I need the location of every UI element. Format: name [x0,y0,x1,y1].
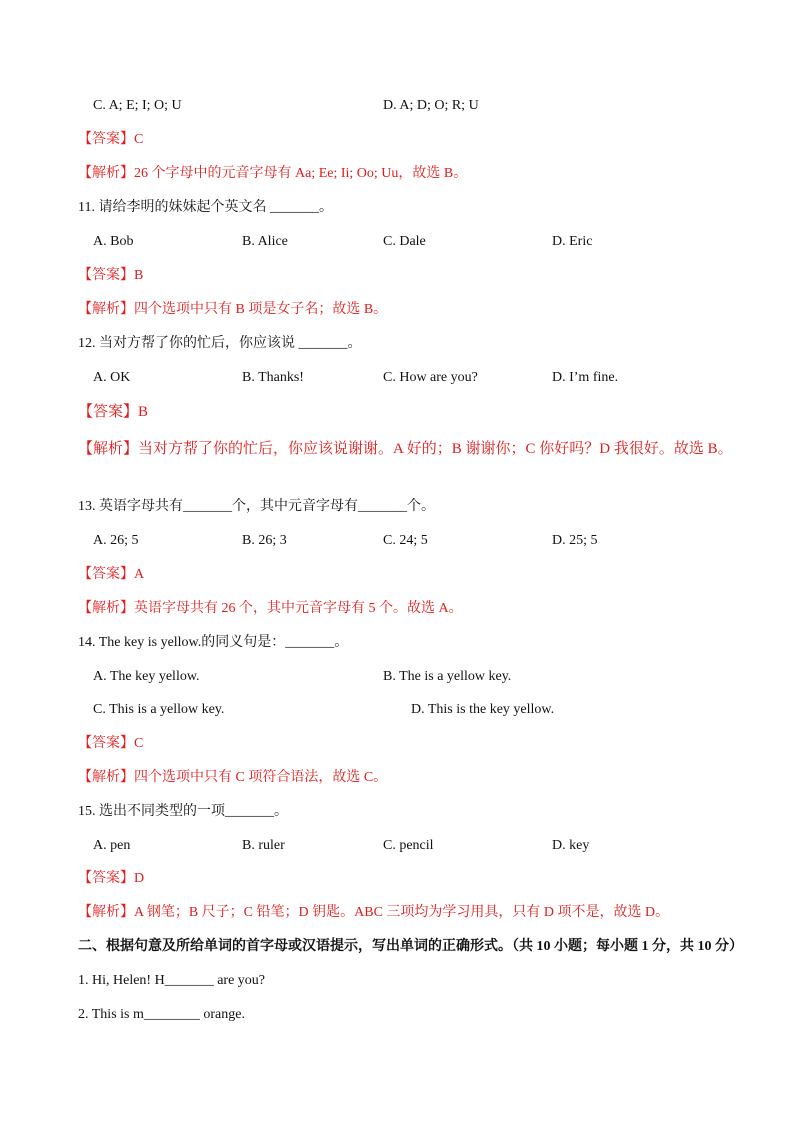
q15-option-a: A. pen [93,838,131,853]
q14-options-row1 [0,668,800,686]
q11-option-d: D. Eric [552,234,593,249]
q12-options [0,369,800,387]
q14-option-d: D. This is the key yellow. [411,702,555,717]
section2-heading: 二、根据句意及所给单词的首字母或汉语提示，写出单词的正确形式。（共 10 小题；每小题 1 分，共 10 分） [78,939,743,954]
section2-item-1: 1. Hi, Helen! H_______ are you? [78,973,266,988]
q13-option-a: A. 26; 5 [93,533,139,548]
q14-option-c: C. This is a yellow key. [93,702,225,717]
q14-answer: 【答案】C [78,736,144,751]
q14-options-row2 [0,701,800,719]
q13-options [0,532,800,550]
q10-analysis: 【解析】26 个字母中的元音字母有 Aa; Ee; Ii; Oo; Uu，故选 B。 [78,166,468,181]
q13-option-d: D. 25; 5 [552,533,598,548]
q13-stem: 13. 英语字母共有_______个，其中元音字母有_______个。 [78,499,435,514]
q12-option-d: D. I’m fine. [552,370,619,385]
q11-option-c: C. Dale [383,234,426,249]
q13-answer: 【答案】A [78,567,145,582]
q14-stem: 14. The key is yellow.的同义句是：_______。 [78,635,349,650]
q15-answer: 【答案】D [78,871,145,886]
q14-option-b: B. The is a yellow key. [383,669,512,684]
q12-option-c: C. How are you? [383,370,478,385]
q15-option-c: C. pencil [383,838,434,853]
q11-option-b: B. Alice [242,234,288,249]
section2-item-2: 2. This is m________ orange. [78,1007,245,1022]
q13-option-c: C. 24; 5 [383,533,428,548]
q14-analysis: 【解析】四个选项中只有 C 项符合语法，故选 C。 [78,770,388,785]
q15-options [0,837,800,855]
q11-answer: 【答案】B [78,268,144,283]
q15-stem: 15. 选出不同类型的一项_______。 [78,804,288,819]
q15-option-b: B. ruler [242,838,285,853]
q11-stem: 11. 请给李明的妹妹起个英文名 _______。 [78,200,333,215]
q13-analysis: 【解析】英语字母共有 26 个，其中元音字母有 5 个。故选 A。 [78,601,463,616]
q12-analysis: 【解析】当对方帮了你的忙后，你应该说谢谢。A 好的；B 谢谢你；C 你好吗？D 我很好。故选 B。 [78,441,733,457]
q10-option-c: C. A; E; I; O; U [93,98,182,113]
q11-option-a: A. Bob [93,234,134,249]
q14-option-a: A. The key yellow. [93,669,200,684]
q10-option-d: D. A; D; O; R; U [383,98,479,113]
q15-option-d: D. key [552,838,590,853]
q12-option-b: B. Thanks! [242,370,304,385]
q11-analysis: 【解析】四个选项中只有 B 项是女子名；故选 B。 [78,302,388,317]
q12-answer: 【答案】B [78,404,149,420]
q12-option-a: A. OK [93,370,131,385]
q10-answer: 【答案】C [78,132,144,147]
q10-options [0,97,800,115]
q15-analysis: 【解析】A 钢笔；B 尺子；C 铅笔；D 钥匙。ABC 三项均为学习用具，只有 D 项不是，故选 D。 [78,905,670,920]
q11-options [0,233,800,251]
q12-stem: 12. 当对方帮了你的忙后，你应该说 _______。 [78,336,362,351]
q13-option-b: B. 26; 3 [242,533,287,548]
